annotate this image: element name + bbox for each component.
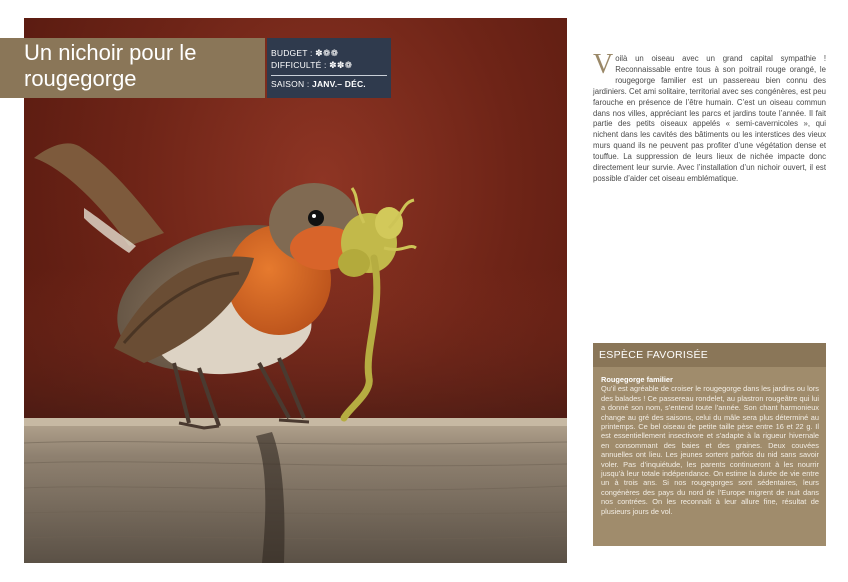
species-body [601,375,819,516]
intro-text: oilà un oiseau avec un grand capital sympathie ! Reconnaissable entre tous à son poitrail rouge orangé, le rougegorge familier est un passereau bien connu des jardiniers. Cet ami solitaire, territorial avec ses congénères, est peu farouche en présence de l’être humain. C’est un oiseau commun dans nos villes, appréciant les parcs et jardins toute l’année. Il fait partie des petits oiseaux appelés « semi-cavernicoles », qui nichent dans les cavités des bâtiments ou les interstices des vieux murs quand ils ne peuvent pas profiter d’une végétation dense et touffue. La suppression de leurs lieux de nichée impacte donc directement leur survie. Avec l’installation d’un nichoir ouvert, il est possible d’aider cet oiseau emblématique. [593,54,826,183]
species-text: Qu’il est agréable de croiser le rougegorge dans les jardins ou lors des balades ! Ce passereau rondelet, au plastron rougeâtre qui lui a donné son nom, s’entend toute l’année. Son chant harmonieux change au gré des saisons, celui du mâle sera plus déterminé au printemps. Ce bel oiseau de petite taille pèse entre 16 et 22 g. Il est essentiellement insectivore et s’adapte à la rigueur hivernale en consommant des baies et des graines. Deux couvées annuelles ont lieu. Les jeunes sortent parfois du nid sans savoir voler. Pas d’inquiétude, les parents continueront à les nourrir jusqu’à leur totale indépendance. On estime la durée de vie entre un à trois ans. Si nos rougegorges sont sédentaires, leurs congénères des pays du nord de l’Europe migrent de nuit dans nos contrées. On les reconnaît à leur allure fine, résultat de plusieurs jours de vol. [601,384,819,516]
budget-line [271,48,338,59]
season-label: SAISON : [271,79,310,89]
page-title: Un nichoir pour le rougegorge [24,40,197,91]
season-value: JANV.– DÉC. [312,79,366,89]
robin-photo [24,18,567,563]
info-box [267,38,391,98]
intro-paragraph [593,49,826,185]
drop-cap: V [593,49,614,80]
difficulty-line [271,60,352,71]
species-header: ESPÈCE FAVORISÉE [593,343,826,367]
budget-rating-icons: ✽❁❁ [315,48,339,58]
species-subtitle: Rougegorge familier [601,375,673,384]
species-box [593,343,826,546]
budget-label: BUDGET : [271,48,313,58]
robin-illustration [24,18,567,563]
season-line [271,79,366,89]
difficulty-rating-icons: ✽✽❁ [329,60,353,70]
info-divider [271,75,387,76]
difficulty-label: DIFFICULTÉ : [271,60,327,70]
robin-eye [308,210,324,226]
